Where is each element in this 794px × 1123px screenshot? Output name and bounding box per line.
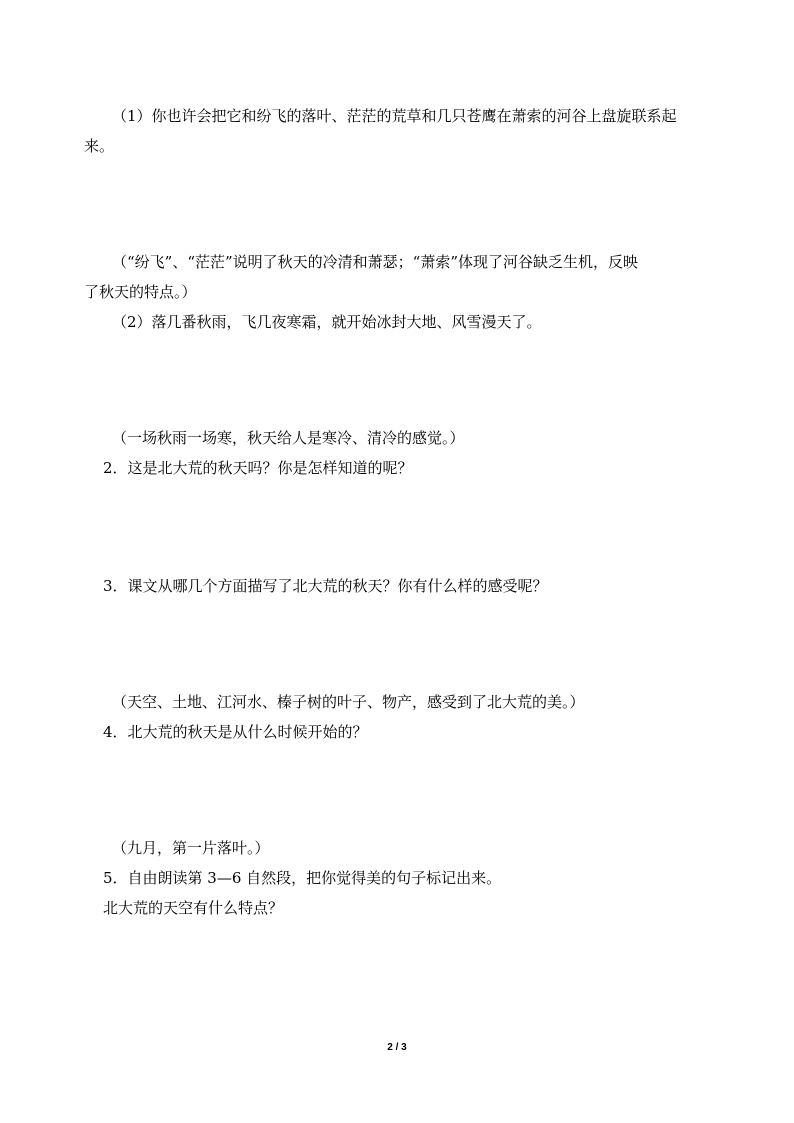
question-2: 2．这是北大荒的秋天吗？你是怎样知道的呢？ xyxy=(103,459,413,477)
question-4: 4．北大荒的秋天是从什么时候开始的？ xyxy=(103,723,368,741)
question-5-subquestion: 北大荒的天空有什么特点？ xyxy=(103,899,284,917)
question-1-part-2: （2）落几番秋雨，飞几夜寒霜，就开始冰封大地、风雪漫天了。 xyxy=(112,313,542,331)
question-1-part-1-continued: 来。 xyxy=(84,137,115,155)
question-3: 3．课文从哪几个方面描写了北大荒的秋天？你有什么样的感受呢？ xyxy=(103,577,548,595)
page-number: 2 / 3 xyxy=(387,1042,407,1053)
question-1-answer-line-2: 了秋天的特点。） xyxy=(84,283,197,301)
question-5: 5．自由朗读第 3—6 自然段，把你觉得美的句子标记出来。 xyxy=(103,869,502,887)
question-3-answer: （天空、土地、江河水、榛子树的叶子、物产，感受到了北大荒的美。） xyxy=(112,693,585,711)
question-1-answer-line-1: （“纷飞”、“茫茫”说明了秋天的冷清和萧瑟；“萧索”体现了河谷缺乏生机，反映 xyxy=(112,253,639,271)
question-4-answer: （九月，第一片落叶。） xyxy=(112,839,270,857)
question-1-part-1: （1）你也许会把它和纷飞的落叶、茫茫的荒草和几只苍鹰在萧索的河谷上盘旋联系起 xyxy=(112,107,677,125)
question-1-part-2-answer: （一场秋雨一场寒，秋天给人是寒冷、清冷的感觉。） xyxy=(112,429,465,447)
